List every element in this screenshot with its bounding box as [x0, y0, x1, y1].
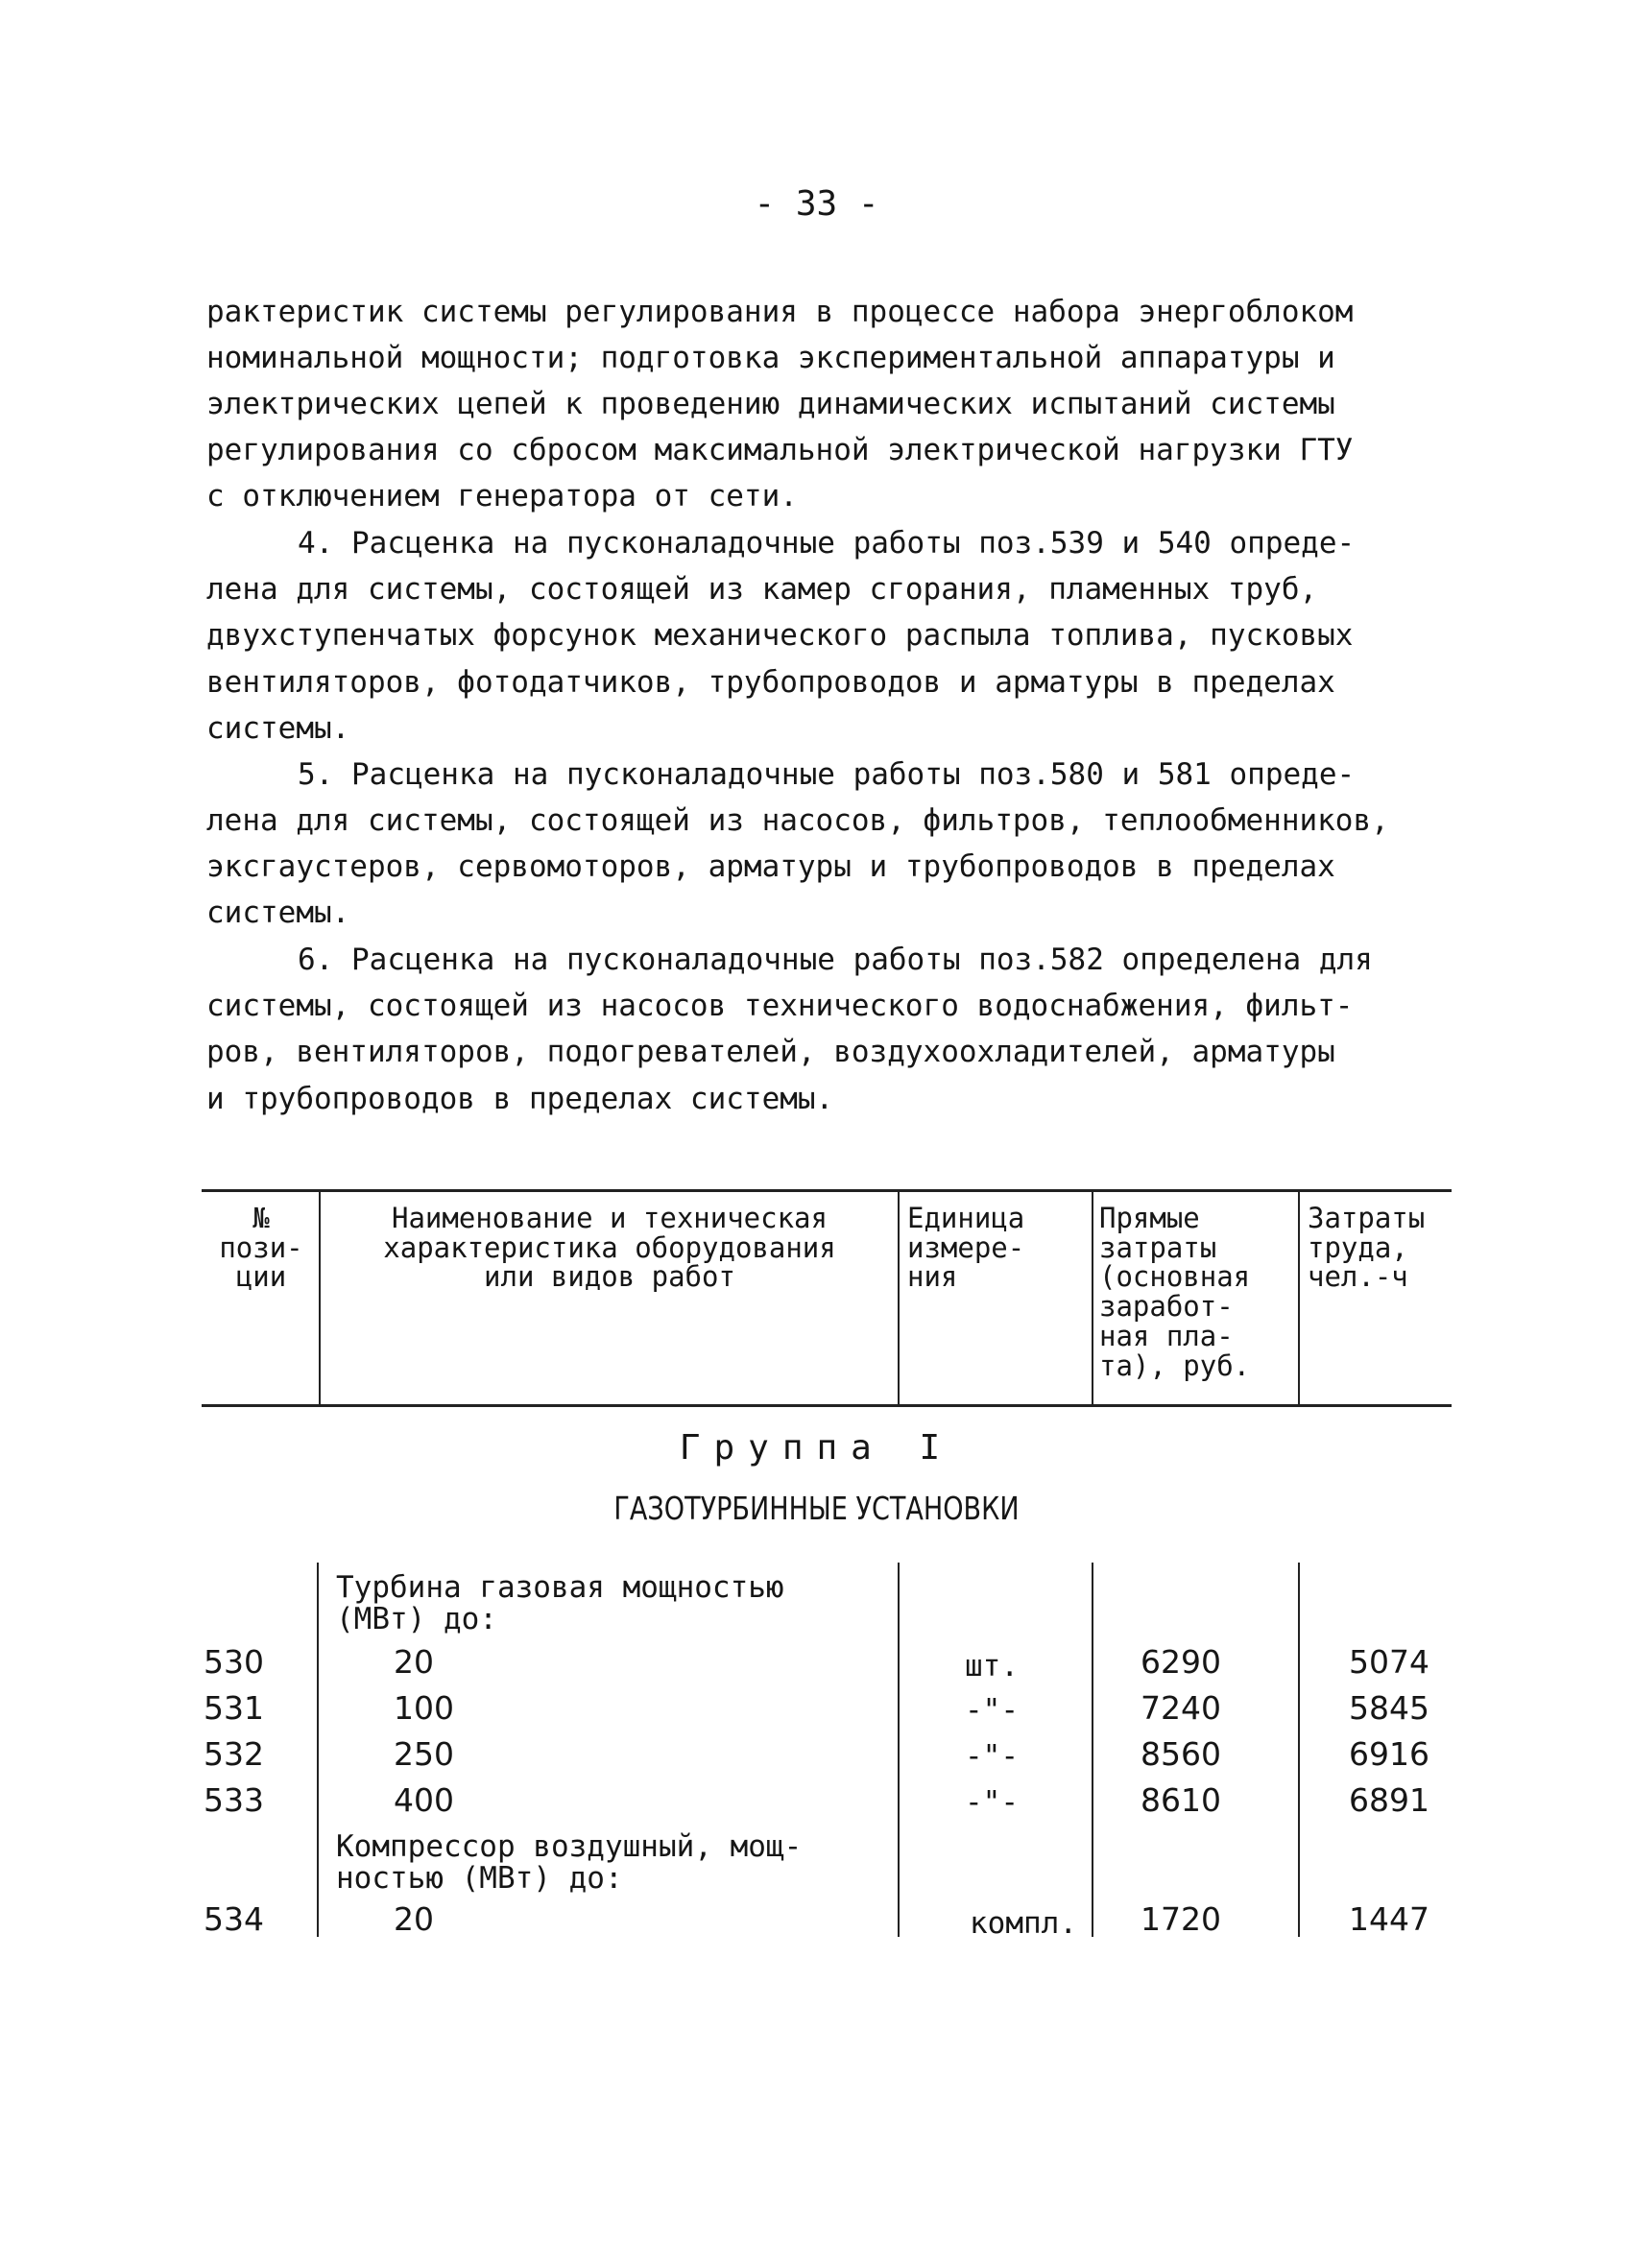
- text-line: и трубопроводов в пределах системы.: [206, 1082, 834, 1116]
- labor-value: 5845: [1349, 1689, 1429, 1727]
- column-divider: [1092, 1563, 1093, 1937]
- column-divider: [1092, 1191, 1093, 1404]
- power-value: 100: [394, 1689, 454, 1727]
- text-line: системы.: [206, 895, 350, 930]
- text-line: вентиляторов, фотодатчиков, трубопроводов и арматуры в пределах: [206, 665, 1335, 700]
- position-number: 534: [204, 1900, 264, 1938]
- power-value: 20: [394, 1643, 434, 1681]
- direct-cost-value: 7240: [1141, 1689, 1221, 1727]
- direct-cost-value: 6290: [1141, 1643, 1221, 1681]
- column-divider: [319, 1191, 321, 1404]
- labor-value: 6916: [1349, 1735, 1429, 1773]
- column-divider: [317, 1563, 319, 1937]
- position-number: 530: [204, 1643, 264, 1681]
- table-header-bottom-rule: [202, 1404, 1452, 1407]
- text-line: рактеристик системы регулирования в процессе набора энергоблоком: [206, 295, 1354, 329]
- unit-value: -"-: [965, 1785, 1019, 1820]
- page-number: - 33 -: [754, 184, 879, 224]
- labor-value: 1447: [1349, 1900, 1429, 1938]
- text-line: 6. Расценка на пусконаладочные работы поз.582 определена для: [298, 943, 1373, 977]
- text-line: двухступенчатых форсунок механического распыла топлива, пусковых: [206, 618, 1354, 653]
- header-labor: Затраты труда, чел.-ч: [1308, 1202, 1426, 1294]
- header-unit: Единица измере- ния: [907, 1202, 1025, 1294]
- text-line: лена для системы, состоящей из насосов, фильтров, теплообменников,: [206, 803, 1389, 838]
- position-number: 533: [204, 1781, 264, 1819]
- direct-cost-value: 1720: [1141, 1900, 1221, 1938]
- power-value: 400: [394, 1781, 454, 1819]
- direct-cost-value: 8610: [1141, 1781, 1221, 1819]
- direct-cost-value: 8560: [1141, 1735, 1221, 1773]
- text-line: 4. Расценка на пусконаладочные работы поз.539 и 540 опреде-: [298, 526, 1356, 561]
- text-line: регулирования со сбросом максимальной электрической нагрузки ГТУ: [206, 433, 1354, 467]
- text-line: с отключением генератора от сети.: [206, 479, 798, 513]
- header-name: Наименование и техническая характеристика оборудования или видов работ: [383, 1202, 836, 1294]
- text-line: системы, состоящей из насосов технического водоснабжения, фильт-: [206, 989, 1354, 1023]
- column-divider: [898, 1563, 900, 1937]
- header-direct-costs: Прямые затраты (основная заработ- ная пла- та), руб.: [1099, 1202, 1251, 1382]
- table-top-rule: [202, 1189, 1452, 1192]
- column-divider: [898, 1191, 900, 1404]
- column-divider: [1298, 1191, 1300, 1404]
- header-position-number: № пози- ции: [219, 1202, 303, 1294]
- text-line: электрических цепей к проведению динамических испытаний системы: [206, 387, 1335, 421]
- power-value: 20: [394, 1900, 434, 1938]
- text-line: ров, вентиляторов, подогревателей, воздухоохладителей, арматуры: [206, 1035, 1335, 1069]
- position-number: 531: [204, 1689, 264, 1727]
- labor-value: 6891: [1349, 1781, 1429, 1819]
- unit-value: компл.: [970, 1906, 1077, 1941]
- text-line: эксгаустеров, сервомоторов, арматуры и трубопроводов в пределах: [206, 849, 1335, 884]
- unit-value: шт.: [965, 1649, 1019, 1683]
- section-title-turbine: Турбина газовая мощностью (МВт) до:: [336, 1570, 784, 1636]
- text-line: системы.: [206, 711, 350, 746]
- text-line: лена для системы, состоящей из камер сгорания, пламенных труб,: [206, 572, 1318, 607]
- group-title: Группа I: [679, 1428, 954, 1468]
- column-divider: [1298, 1563, 1300, 1937]
- power-value: 250: [394, 1735, 454, 1773]
- unit-value: -"-: [965, 1693, 1019, 1728]
- labor-value: 5074: [1349, 1643, 1429, 1681]
- text-line: номинальной мощности; подготовка экспериментальной аппаратуры и: [206, 341, 1335, 375]
- position-number: 532: [204, 1735, 264, 1773]
- section-title-compressor: Компрессор воздушный, мощ- ностью (МВт) до:: [336, 1829, 803, 1896]
- group-subtitle: ГАЗОТУРБИННЫЕ УСТАНОВКИ: [613, 1490, 1020, 1527]
- unit-value: -"-: [965, 1739, 1019, 1774]
- text-line: 5. Расценка на пусконаладочные работы поз.580 и 581 опреде-: [298, 757, 1356, 792]
